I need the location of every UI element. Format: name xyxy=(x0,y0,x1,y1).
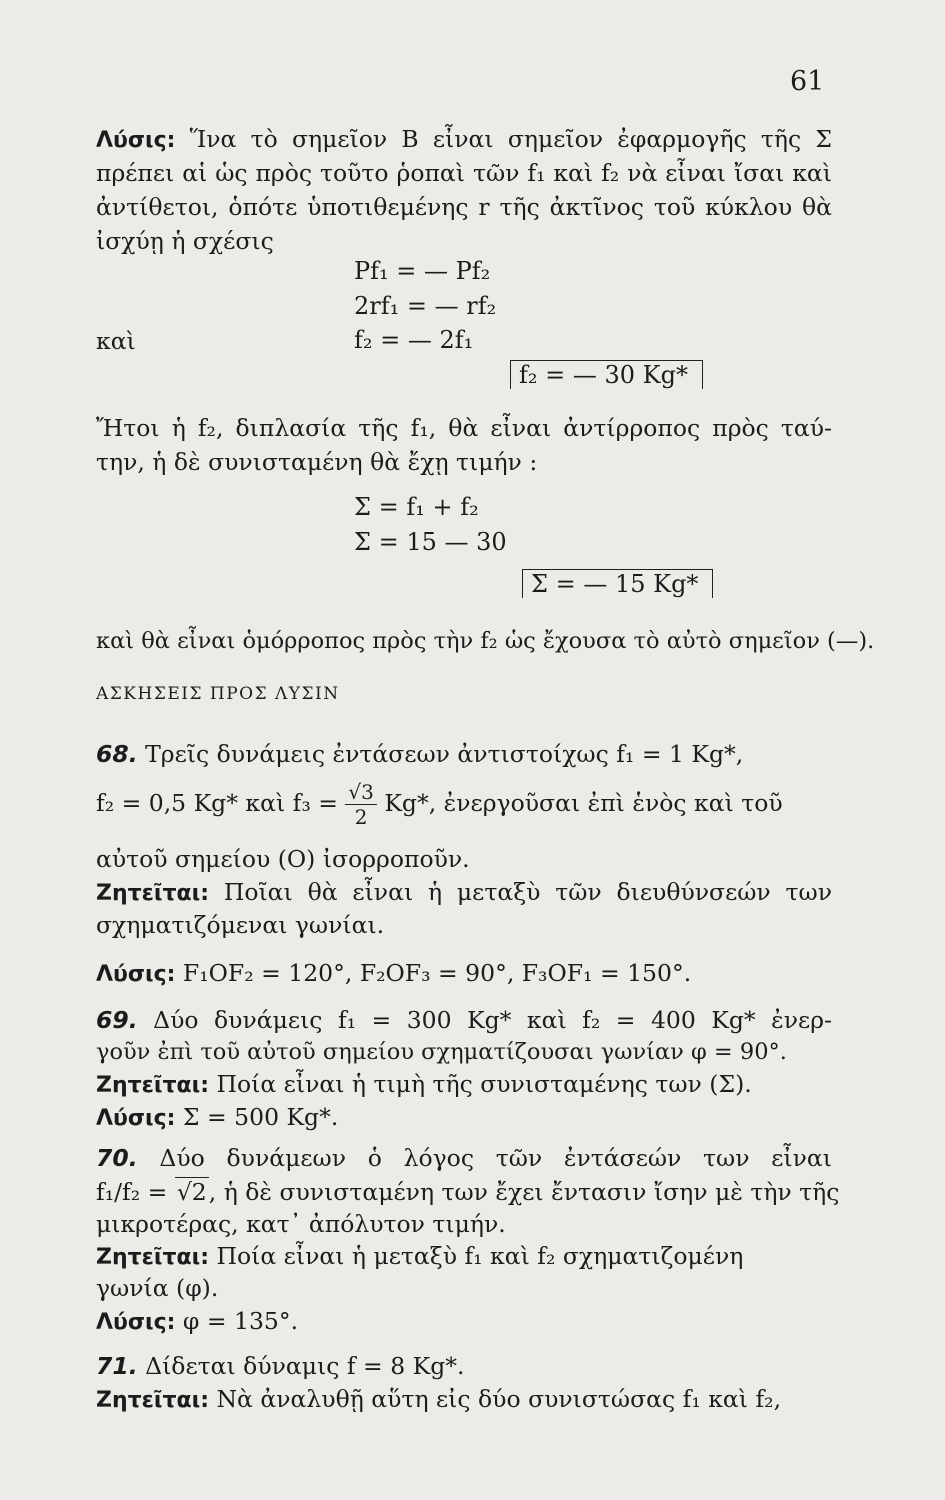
asked-text: Ποία εἶναι ἡ μεταξὺ f₁ καὶ f₂ σχηματιζομένη xyxy=(216,1242,744,1270)
solution-text: Ἵνα τὸ σημεῖον Β εἶναι σημεῖον ἐφαρμογῆς τῆς Σ xyxy=(189,125,832,153)
solution-line xyxy=(96,1101,338,1135)
exercise-text: Δύο δυνάμεις f₁ = 300 Kg* καὶ f₂ = 400 Kg* ἐνερ- xyxy=(153,1006,832,1034)
text-line: πρέπει αἱ ὡς πρὸς τοῦτο ῥοπαὶ τῶν f₁ καὶ f₂ νὰ εἶναι ἴσαι καὶ xyxy=(96,159,832,187)
fraction-numerator: √3 xyxy=(345,780,376,805)
text-line xyxy=(96,780,832,829)
text-line xyxy=(96,1176,839,1208)
exercise-number: 71. xyxy=(96,1352,138,1380)
text-line: γωνία (φ). xyxy=(96,1274,219,1302)
solution-line xyxy=(96,957,691,991)
text-fragment: Kg*, ἐνεργοῦσαι ἐπὶ ἑνὸς καὶ τοῦ xyxy=(384,789,783,817)
exercise-number: 69. xyxy=(96,1006,138,1034)
text-line: καὶ θὰ εἶναι ὁμόρροπος πρὸς τὴν f₂ ὡς ἔχουσα τὸ αὐτὸ σημεῖον (—). xyxy=(96,628,875,654)
solution-text: F₁OF₂ = 120°, F₂OF₃ = 90°, F₃OF₁ = 150°. xyxy=(182,959,692,987)
text-line: Ἤτοι ἡ f₂, διπλασία τῆς f₁, θὰ εἶναι ἀντίρροπος πρὸς ταύ- xyxy=(96,414,832,442)
asked-line xyxy=(96,1383,781,1417)
square-root: √2 xyxy=(176,1178,207,1206)
equation: f₂ = — 2f₁ xyxy=(354,326,474,354)
text-line: ἰσχύῃ ἡ σχέσις xyxy=(96,227,274,255)
solution-line xyxy=(96,1305,298,1339)
equation: Pf₁ = — Pf₂ xyxy=(354,257,491,285)
exercise-70 xyxy=(96,1142,832,1174)
asked-line xyxy=(96,1068,752,1102)
solution-text: φ = 135°. xyxy=(182,1307,299,1335)
fraction xyxy=(345,780,376,829)
text-fragment: f₁/f₂ = xyxy=(96,1178,168,1206)
equation: 2rf₁ = — rf₂ xyxy=(354,292,497,320)
exercise-number: 70. xyxy=(96,1144,138,1172)
exercise-number: 68. xyxy=(96,740,138,768)
text-line: μικροτέρας, κατ᾽ ἀπόλυτον τιμήν. xyxy=(96,1210,506,1238)
exercise-text: Δίδεται δύναμις f = 8 Kg*. xyxy=(145,1352,465,1380)
exercise-text: Τρεῖς δυνάμεις ἐντάσεων ἀντιστοίχως f₁ = 1 Kg*, xyxy=(145,740,744,768)
text-line: σχηματιζόμεναι γωνίαι. xyxy=(96,911,385,939)
exercise-71 xyxy=(96,1350,464,1382)
asked-text: Ποῖαι θὰ εἶναι ἡ μεταξὺ τῶν διευθύνσεών των xyxy=(223,878,832,906)
solution-label: Λύσις: xyxy=(96,962,176,987)
text-line: αὐτοῦ σημείου (Ο) ἰσορροποῦν. xyxy=(96,845,470,873)
exercise-68 xyxy=(96,738,743,770)
asked-label: Ζητεῖται: xyxy=(96,1073,209,1098)
boxed-result: Σ = — 15 Kg* xyxy=(522,569,713,598)
asked-label: Ζητεῖται: xyxy=(96,1245,209,1270)
solution-line-1 xyxy=(96,123,832,157)
exercise-69 xyxy=(96,1004,832,1036)
solution-label: Λύσις: xyxy=(96,1106,176,1131)
asked-label: Ζητεῖται: xyxy=(96,1388,209,1413)
equation: Σ = f₁ + f₂ xyxy=(354,493,479,521)
fraction-denominator: 2 xyxy=(354,805,368,829)
text-fragment: , ἡ δὲ συνισταμένη των ἔχει ἔντασιν ἴσην μὲ τὴν τῆς xyxy=(208,1178,840,1206)
solution-text: Σ = 500 Kg*. xyxy=(182,1103,339,1131)
section-heading: ΑΣΚΗΣΕΙΣ ΠΡΟΣ ΛΥΣΙΝ xyxy=(96,684,340,704)
asked-label: Ζητεῖται: xyxy=(96,881,209,906)
solution-label: Λύσις: xyxy=(96,1310,176,1335)
boxed-result: f₂ = — 30 Kg* xyxy=(510,360,703,389)
asked-line xyxy=(96,876,832,910)
text-line: την, ἡ δὲ συνισταμένη θὰ ἔχῃ τιμήν : xyxy=(96,448,538,476)
exercise-text: Δύο δυνάμεων ὁ λόγος τῶν ἐντάσεών των εἶναι xyxy=(159,1144,832,1172)
solution-label: Λύσις: xyxy=(96,128,176,153)
conjunction: καὶ xyxy=(96,327,136,355)
asked-line xyxy=(96,1240,743,1274)
asked-text: Ποία εἶναι ἡ τιμὴ τῆς συνισταμένης των (Σ). xyxy=(216,1070,752,1098)
page-number: 61 xyxy=(790,66,825,97)
equation: Σ = 15 — 30 xyxy=(354,528,507,556)
text-line: ἀντίθετοι, ὁπότε ὑποτιθεμένης r τῆς ἀκτῖνος τοῦ κύκλου θὰ xyxy=(96,193,832,221)
asked-text: Νὰ ἀναλυθῇ αὕτη εἰς δύο συνιστώσας f₁ καὶ f₂, xyxy=(216,1385,782,1413)
text-line: γοῦν ἐπὶ τοῦ αὐτοῦ σημείου σχηματίζουσαι γωνίαν φ = 90°. xyxy=(96,1039,787,1065)
text-fragment: f₂ = 0,5 Kg* καὶ f₃ = xyxy=(96,789,338,817)
